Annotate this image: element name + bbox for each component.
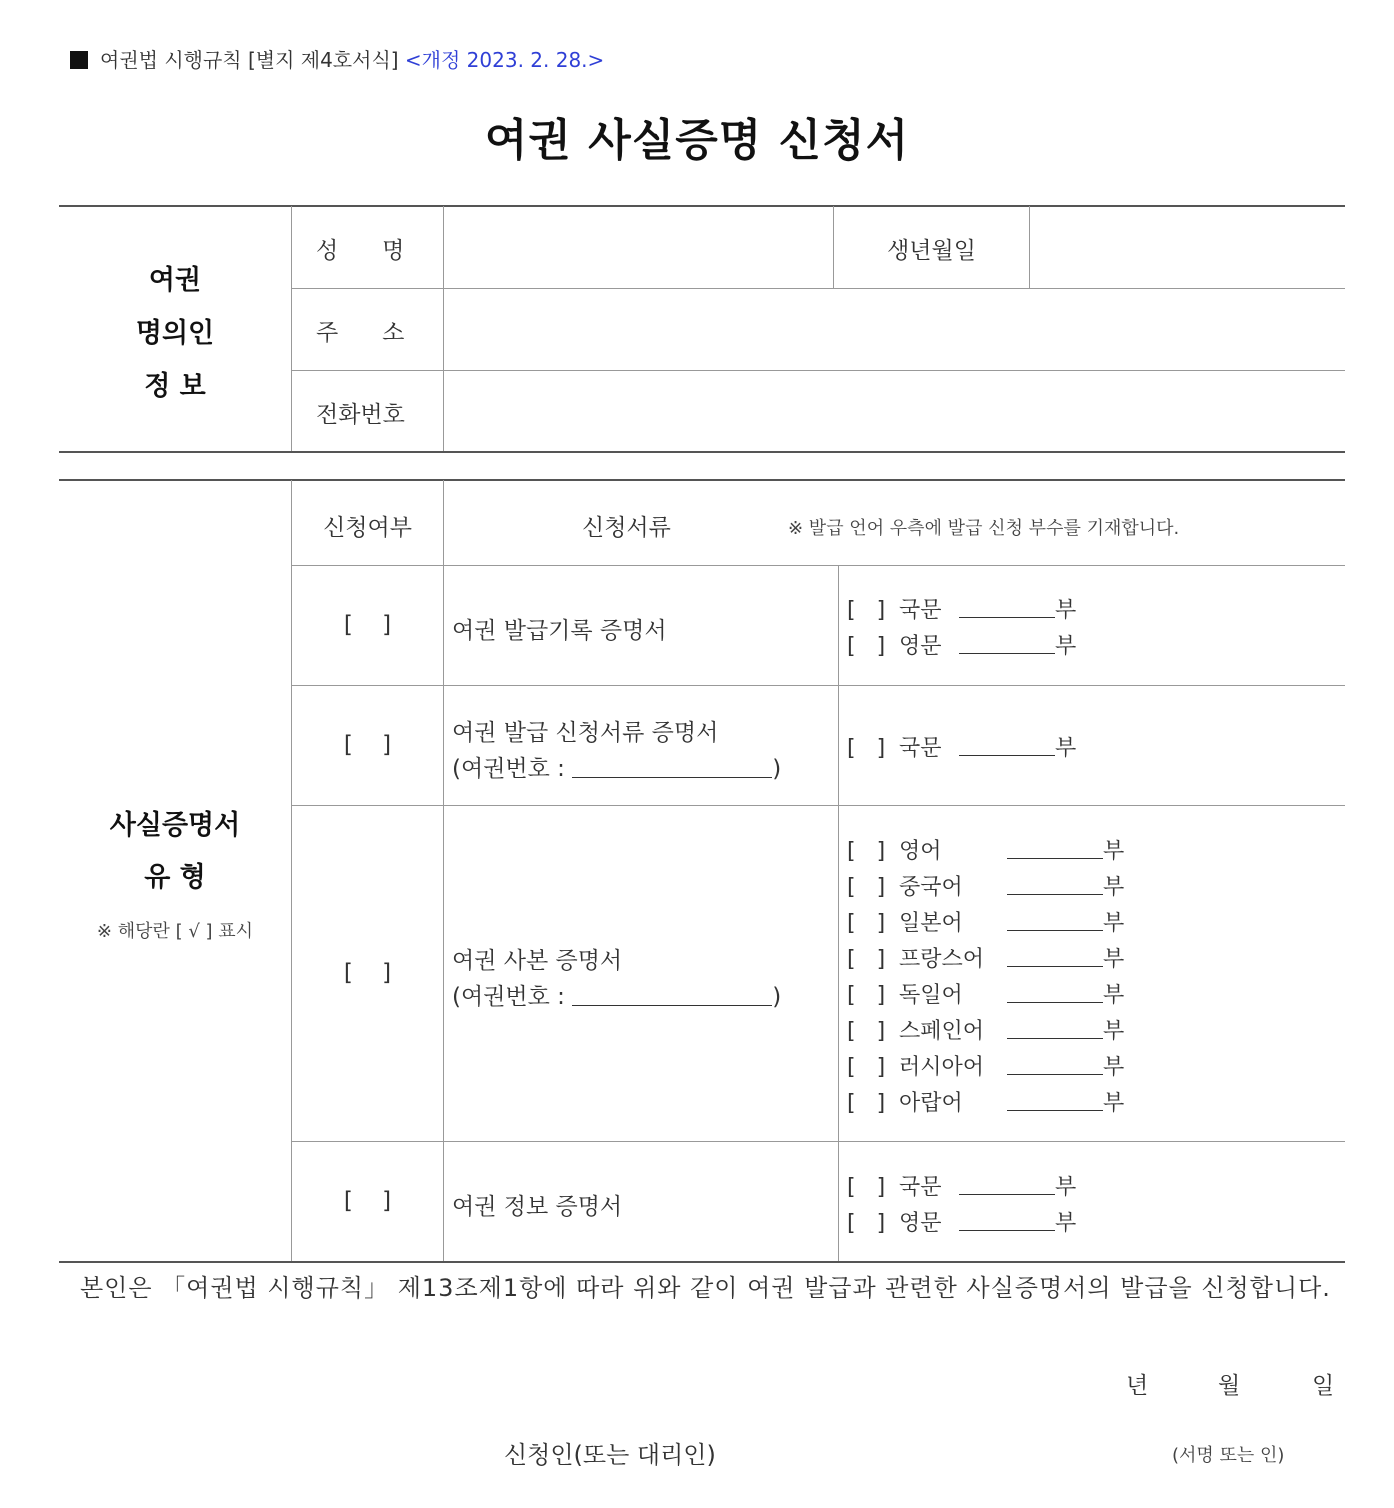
divider [443,206,444,451]
language-option[interactable] [847,1014,1124,1050]
language-name: 일본어 [899,911,963,936]
language-name: 스페인어 [899,1019,985,1044]
language-checkbox[interactable]: [ ] [847,1019,886,1044]
apply-checkbox[interactable]: [ ] [343,732,392,758]
apply-checkbox[interactable]: [ ] [343,1188,392,1214]
copy-unit: 부 [1055,634,1077,659]
language-option[interactable] [847,1206,1076,1242]
apply-checkbox[interactable]: [ ] [343,612,392,638]
copy-unit: 부 [1103,911,1125,936]
copies-blank[interactable] [1007,910,1103,931]
language-option[interactable] [847,1050,1124,1086]
language-checkbox[interactable]: [ ] [847,911,886,936]
language-option[interactable] [847,1086,1124,1122]
copy-unit: 부 [1103,875,1125,900]
language-option[interactable] [847,1170,1076,1206]
divider [59,451,1345,453]
birthdate-field[interactable] [1031,208,1343,286]
divider [838,566,839,1261]
copies-blank[interactable] [1007,1090,1103,1111]
copy-unit: 부 [1103,1091,1125,1116]
divider [59,1261,1345,1263]
address-field[interactable] [445,290,1343,368]
language-checkbox[interactable]: [ ] [847,875,886,900]
declaration-text: 본인은 「여권법 시행규칙」 제13조제1항에 따라 위와 같이 여권 발급과 관련한 사실증명서의 발급을 신청합니다. [80,1274,1331,1302]
divider [292,685,1345,686]
applicant-label: 신청인(또는 대리인) [504,1441,716,1469]
apply-column-header: 신청여부 [323,515,412,541]
language-option[interactable] [847,978,1124,1014]
doc-name: 여권 사본 증명서 [452,948,623,974]
doc-name: 여권 발급기록 증명서 [452,618,667,644]
name-field[interactable] [445,208,831,286]
copy-unit: 부 [1055,1175,1077,1200]
copy-unit: 부 [1055,1211,1077,1236]
copies-blank[interactable] [959,735,1055,756]
passport-number-label: (여권번호 : [452,984,565,1010]
language-option[interactable] [847,629,1076,665]
form-header [70,44,604,73]
language-name: 러시아어 [899,1055,985,1080]
language-name: 영문 [899,1211,942,1236]
copy-unit: 부 [1103,1019,1125,1044]
date-month-label: 월 [1218,1373,1241,1399]
passport-number-label: (여권번호 : [452,756,565,782]
language-option[interactable] [847,593,1076,629]
birthdate-label: 생년월일 [887,238,976,264]
apply-checkbox[interactable]: [ ] [343,960,392,986]
mark-note: ※ 해당란 [ √ ] 표시 [96,921,254,942]
language-option[interactable] [847,906,1124,942]
copies-blank[interactable] [1007,838,1103,859]
divider [292,288,1345,289]
square-bullet-icon [70,51,88,69]
sign-label: (서명 또는 인) [1172,1445,1285,1466]
holder-section-label: 명의인 [135,318,215,349]
language-checkbox[interactable]: [ ] [847,839,886,864]
language-name: 프랑스어 [899,947,985,972]
language-name: 국문 [899,598,942,623]
copies-blank[interactable] [1007,982,1103,1003]
phone-label: 전화번호 [316,402,405,428]
name-label: 성 명 [316,238,405,264]
copies-blank[interactable] [1007,1054,1103,1075]
paren-close: ) [772,984,782,1010]
language-checkbox[interactable]: [ ] [847,1211,886,1236]
language-checkbox[interactable]: [ ] [847,736,886,761]
divider [1029,206,1030,288]
copies-blank[interactable] [959,597,1055,618]
divider [443,480,444,1261]
language-option[interactable] [847,870,1124,906]
language-name: 아랍어 [899,1091,963,1116]
passport-number-line [452,978,781,1011]
page-title: 여권 사실증명 신청서 [484,115,910,166]
divider [292,1141,1345,1142]
language-name: 국문 [899,736,942,761]
language-name: 독일어 [899,983,963,1008]
language-option[interactable] [847,942,1124,978]
divider [291,480,292,1261]
language-checkbox[interactable]: [ ] [847,1091,886,1116]
date-year-label: 년 [1126,1373,1149,1399]
divider [59,479,1345,481]
revision-date: <개정 2023. 2. 28.> [404,48,605,72]
language-name: 영문 [899,634,942,659]
copy-unit: 부 [1103,947,1125,972]
language-option[interactable] [847,834,1124,870]
type-section-label: 유 형 [144,862,206,893]
divider [292,805,1345,806]
copies-blank[interactable] [1007,946,1103,967]
language-name: 영어 [899,839,942,864]
address-label: 주 소 [316,320,405,346]
copy-unit: 부 [1103,983,1125,1008]
divider [292,565,1345,566]
copies-blank[interactable] [1007,874,1103,895]
copies-blank[interactable] [1007,1018,1103,1039]
language-name: 중국어 [899,875,963,900]
copy-unit: 부 [1103,839,1125,864]
language-checkbox[interactable]: [ ] [847,947,886,972]
date-day-label: 일 [1312,1373,1335,1399]
copies-note: ※ 발급 언어 우측에 발급 신청 부수를 기재합니다. [788,518,1180,539]
passport-number-field[interactable] [572,985,772,1006]
copy-unit: 부 [1055,736,1077,761]
type-section-label: 사실증명서 [109,810,241,841]
signature-field[interactable] [800,1428,1160,1472]
passport-number-field[interactable] [572,757,772,778]
paren-close: ) [772,756,782,782]
language-option[interactable] [847,731,1076,767]
holder-section-label: 정 보 [144,371,206,402]
language-checkbox[interactable]: [ ] [847,983,886,1008]
language-checkbox[interactable]: [ ] [847,634,886,659]
copies-blank[interactable] [959,1174,1055,1195]
form-reference: 여권법 시행규칙 [별지 제4호서식] [100,48,399,72]
copies-blank[interactable] [959,1210,1055,1231]
doc-name: 여권 정보 증명서 [452,1194,623,1220]
holder-section-label: 여권 [148,265,202,296]
language-checkbox[interactable]: [ ] [847,598,886,623]
divider [292,370,1345,371]
passport-number-line [452,750,781,783]
docs-column-header: 신청서류 [582,515,671,541]
copies-blank[interactable] [959,633,1055,654]
language-name: 국문 [899,1175,942,1200]
doc-name: 여권 발급 신청서류 증명서 [452,720,719,746]
divider [291,206,292,451]
phone-field[interactable] [445,372,1343,449]
language-checkbox[interactable]: [ ] [847,1175,886,1200]
divider [59,205,1345,207]
language-checkbox[interactable]: [ ] [847,1055,886,1080]
copy-unit: 부 [1103,1055,1125,1080]
copy-unit: 부 [1055,598,1077,623]
